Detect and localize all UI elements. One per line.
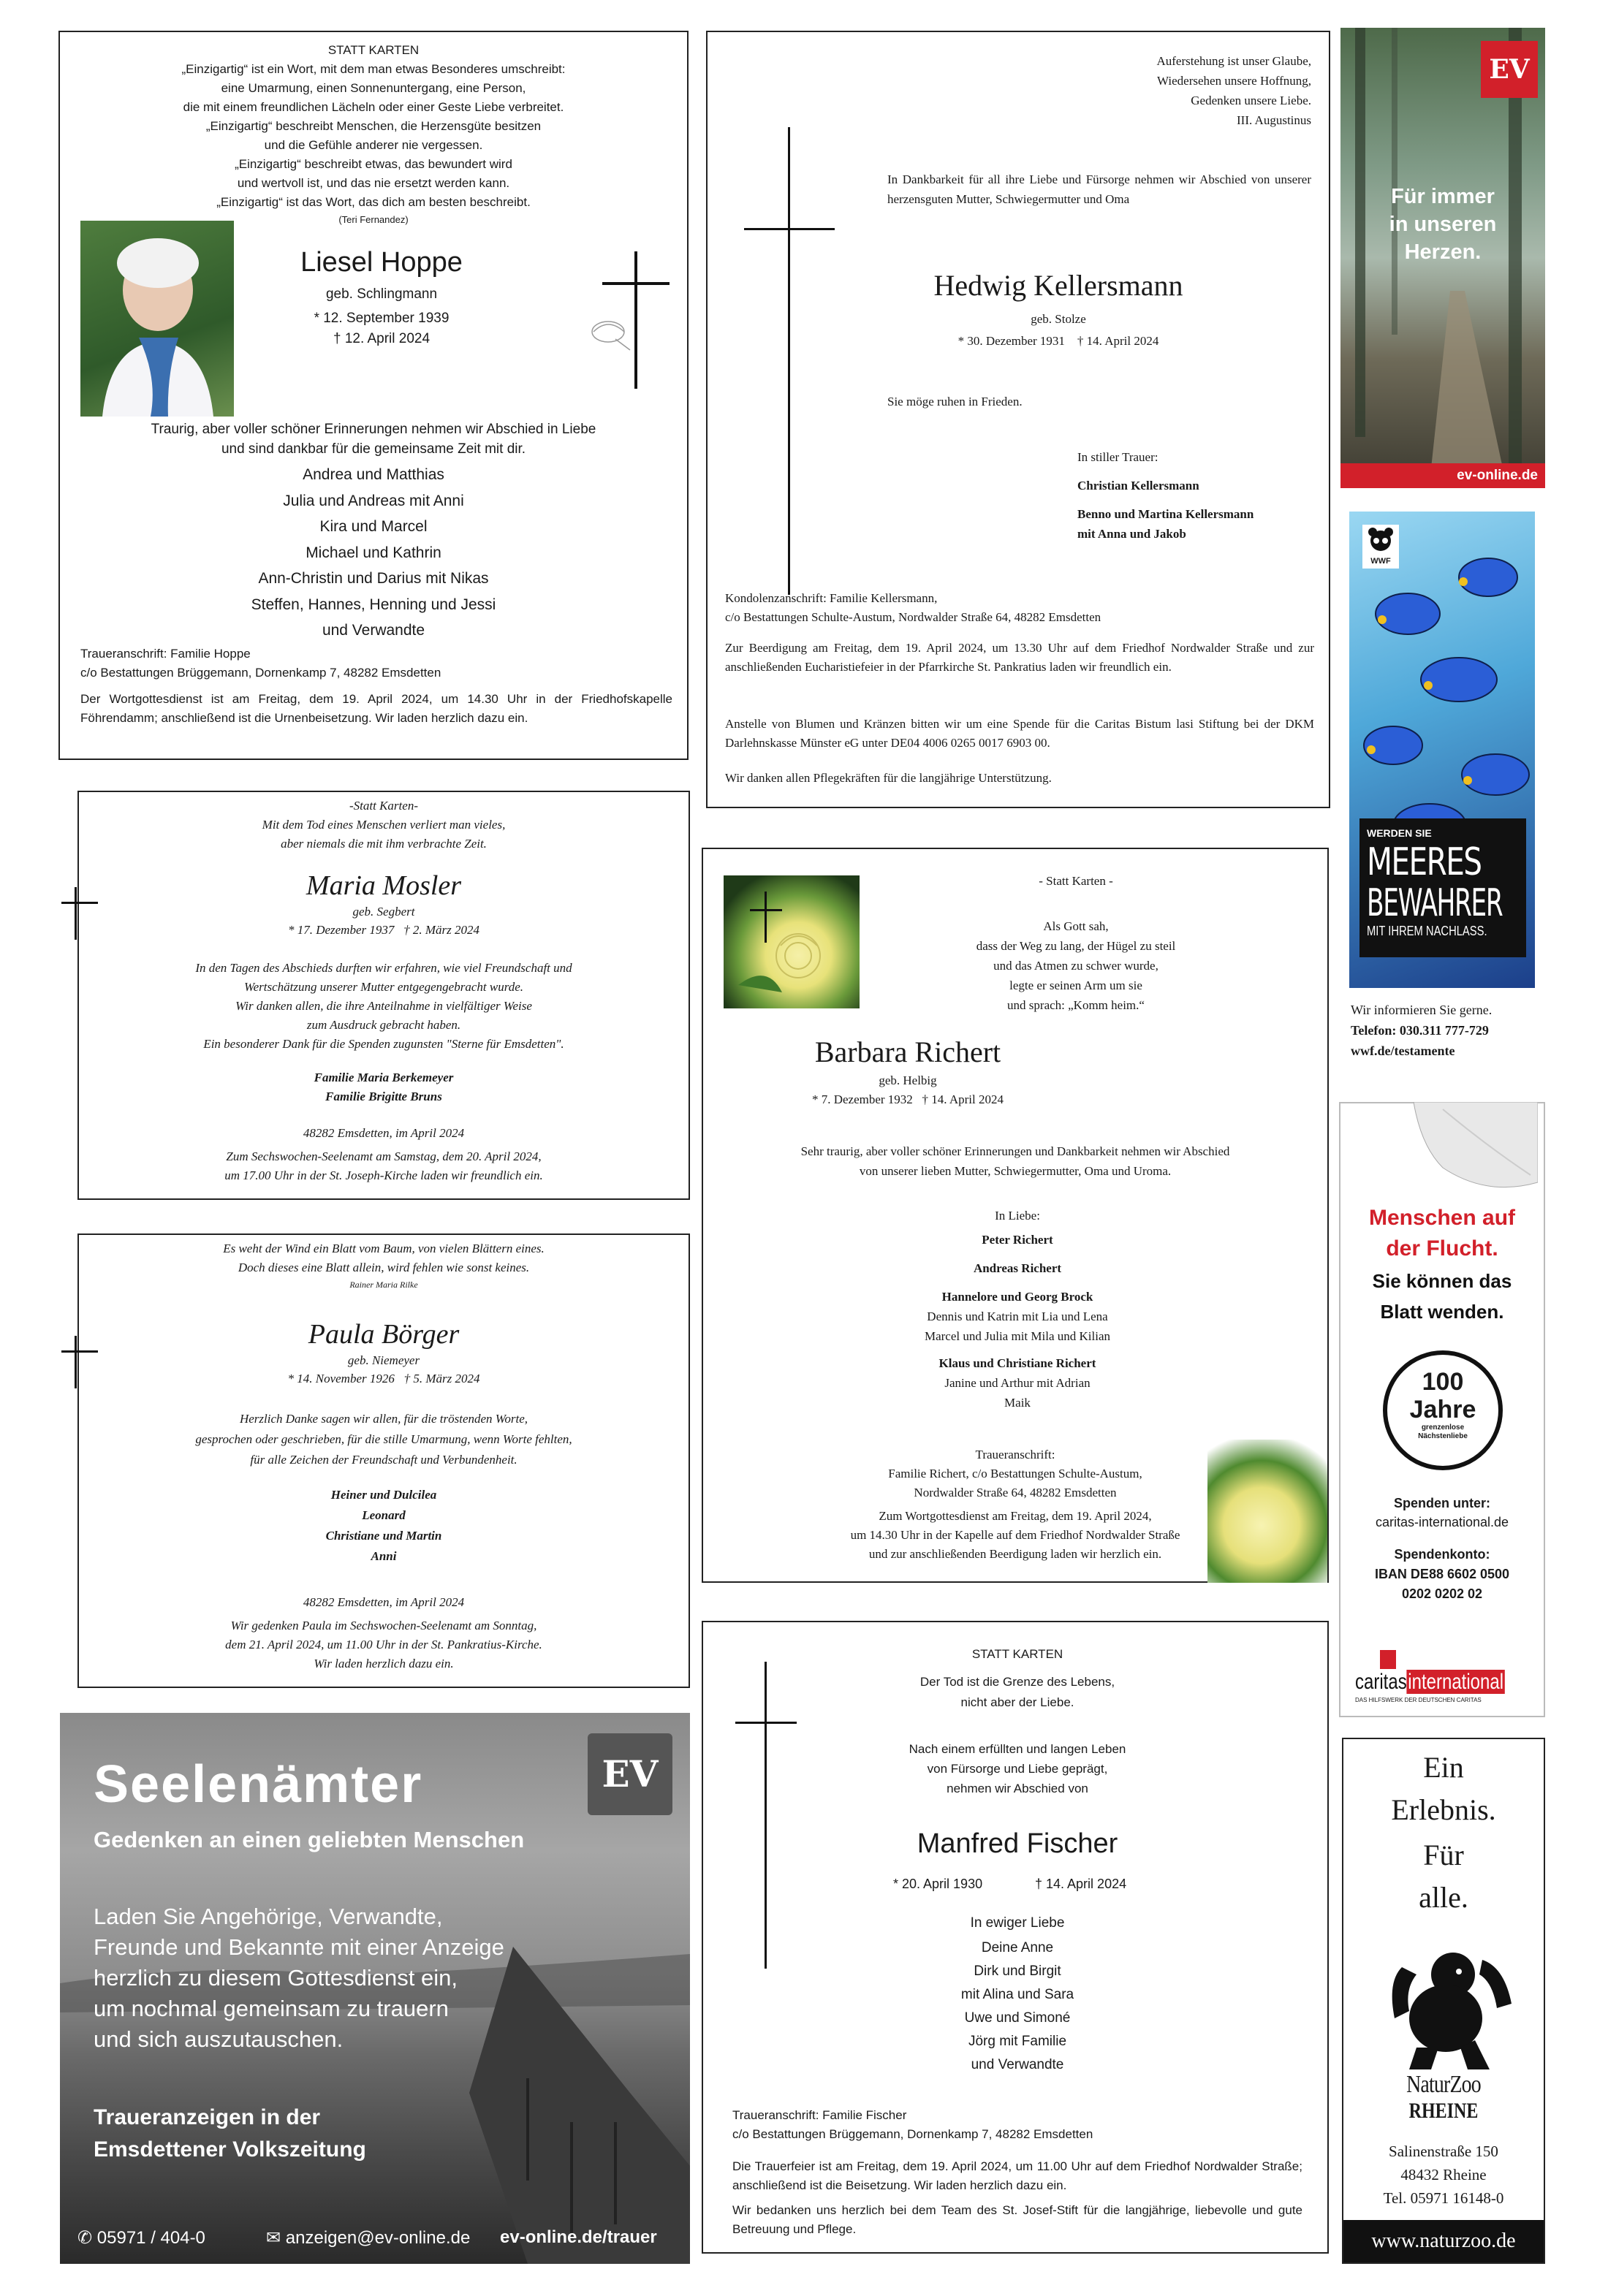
website-link[interactable]: wwf.de/testamente	[1351, 1044, 1455, 1058]
zoo-logo-city: RHEINE	[1408, 2099, 1479, 2123]
intro-line: Sehr traurig, aber voller schöner Erinnerungen und Dankbarkeit nehmen wir Abschied	[800, 1144, 1230, 1158]
thanks-text: Wir danken allen Pflegekräften für die langjährige Unterstützung.	[725, 771, 1052, 785]
headline-line: MEERES	[1367, 840, 1482, 884]
heading: -Statt Karten-	[349, 799, 418, 813]
body-line: Laden Sie Angehörige, Verwandte,	[94, 1904, 443, 1929]
mourner: Steffen, Hannes, Henning und Jessi	[251, 596, 496, 613]
rose-image	[724, 875, 860, 1008]
monkey-icon	[1373, 1938, 1519, 2069]
mourner: Dirk und Birgit	[974, 1964, 1061, 1979]
ev-logo: EV	[588, 1733, 672, 1815]
text-line: zum Ausdruck gebracht haben.	[306, 1018, 461, 1032]
headline-line: BEWAHRER	[1367, 881, 1503, 925]
family: Heiner und Dulcilea	[330, 1488, 437, 1502]
leaf-icon	[1399, 1102, 1538, 1197]
rest-text: Sie möge ruhen in Frieden.	[887, 395, 1023, 408]
text-line: Wir danken allen, die ihre Anteilnahme in vielfältiger Weise	[235, 999, 532, 1013]
slogan-line: Erlebnis.	[1391, 1793, 1496, 1826]
deceased-name: Liesel Hoppe	[300, 247, 463, 278]
dates: * 17. Dezember 1937 † 2. März 2024	[287, 923, 480, 937]
text-line: gesprochen oder geschrieben, für die stille Umarmung, wenn Worte fehlten,	[195, 1432, 572, 1446]
slogan-line: Herzen.	[1404, 240, 1482, 264]
born-name: geb. Helbig	[879, 1073, 937, 1087]
obituary-hedwig-kellersmann	[706, 31, 1330, 808]
family: Leonard	[362, 1508, 406, 1522]
service-text: Die Trauerfeier ist am Freitag, dem 19. April 2024, um 11.00 Uhr auf dem Friedhof Nordwalder Straße; anschließend ist die Beisetzung. Wir laden herzlich dazu ein.	[732, 2159, 1302, 2192]
email-icon: ✉	[266, 2228, 281, 2248]
poem-line: und wertvoll ist, und das nie ersetzt werden kann.	[237, 176, 510, 190]
mourner: und Verwandte	[971, 2057, 1064, 2072]
caritas-logo: caritas	[1355, 1670, 1407, 1694]
family: Christiane und Martin	[325, 1529, 442, 1543]
phone[interactable]: 05971 / 404-0	[96, 2228, 205, 2248]
death-date: † 14. April 2024	[1035, 1877, 1127, 1891]
address-line: Nordwalder Straße 64, 48282 Emsdetten	[914, 1486, 1117, 1499]
place-date: 48282 Emsdetten, im April 2024	[303, 1126, 465, 1140]
mourner: Andrea und Matthias	[303, 466, 444, 483]
flower-icon	[586, 310, 637, 357]
headline-line: Menschen auf	[1368, 1206, 1516, 1230]
mourner: Andreas Richert	[973, 1261, 1062, 1275]
love-label: In ewiger Liebe	[970, 1915, 1065, 1931]
quote-line: Es weht der Wind ein Blatt vom Baum, von vielen Blättern eines.	[223, 1242, 545, 1255]
mourner: und Verwandte	[322, 622, 425, 639]
obituary-maria-mosler	[77, 791, 690, 1200]
text-line: Herzlich Danke sagen wir allen, für die tröstenden Worte,	[239, 1412, 528, 1426]
slogan-line: in unseren	[1389, 213, 1497, 236]
quote-line: Der Tod ist die Grenze des Lebens,	[919, 1675, 1115, 1689]
address-line: c/o Bestattungen Brüggemann, Dornenkamp 7, 48282 Emsdetten	[732, 2127, 1093, 2141]
naturzoo-advertisement[interactable]	[1342, 1738, 1545, 2264]
mourner: Uwe und Simoné	[964, 2010, 1071, 2026]
quote-line: Wiedersehen unsere Hoffnung,	[1157, 74, 1311, 88]
service-line: Wir gedenken Paula im Sechswochen-Seelenamt am Sonntag,	[230, 1619, 537, 1632]
service-line: Zum Sechswochen-Seelenamt am Samstag, dem 20. April 2024,	[226, 1149, 542, 1163]
email-link[interactable]: anzeigen@ev-online.de	[285, 2228, 471, 2248]
intro-line: Traurig, aber voller schöner Erinnerungen nehmen wir Abschied in Liebe	[151, 422, 596, 437]
poem-line: „Einzigartig“ beschreibt Menschen, die Herzensgüte besitzen	[205, 119, 542, 133]
deceased-name: Paula Börger	[308, 1319, 460, 1350]
intro-line: von Fürsorge und Liebe geprägt,	[927, 1762, 1108, 1776]
mourn-label: In stiller Trauer:	[1077, 450, 1158, 464]
mourner: mit Alina und Sara	[960, 1987, 1074, 2002]
caritas-advertisement[interactable]	[1339, 1102, 1545, 1717]
mourner: Deine Anne	[981, 1940, 1054, 1955]
poem-line: „Einzigartig“ ist das Wort, das dich am besten beschreibt.	[216, 195, 531, 209]
obituary-manfred-fischer	[702, 1621, 1329, 2254]
mourner: Klaus und Christiane Richert	[938, 1356, 1096, 1370]
obituary-paula-boerger	[77, 1233, 690, 1688]
body-line: und sich auszutauschen.	[94, 2026, 344, 2052]
family: Familie Maria Berkemeyer	[314, 1071, 454, 1084]
address-line: Salinenstraße 150	[1389, 2143, 1498, 2160]
body-line: um nochmal gemeinsam zu trauern	[94, 1996, 449, 2021]
mourner: Hannelore und Georg Brock	[941, 1290, 1093, 1304]
born-name: geb. Niemeyer	[347, 1353, 420, 1367]
100-years-badge: 100 Jahre grenzenlose Nächstenliebe	[1383, 1350, 1503, 1470]
donation-text: Anstelle von Blumen und Kränzen bitten wir um eine Spende für die Caritas Bistum lasi Stiftung bei der DKM Darlehnskasse Münster eG unter DE04 4006 0265 0017 6903 00.	[725, 717, 1314, 750]
rose-image	[1207, 1440, 1327, 1583]
ad-title: Seelenämter	[94, 1755, 423, 1814]
mourner: Kira und Marcel	[319, 518, 428, 535]
text-line: In den Tagen des Abschieds durften wir erfahren, wie viel Freundschaft und	[195, 961, 572, 975]
intro-line: und sind dankbar für die gemeinsame Zeit mit dir.	[221, 441, 526, 457]
account-label: Spendenkonto:	[1394, 1547, 1490, 1562]
intro-text: In Dankbarkeit für all ihre Liebe und Fürsorge nehmen wir Abschied von unserer herzensguten Mutter, Schwiegermutter und Oma	[887, 172, 1311, 206]
love-label: In Liebe:	[995, 1209, 1040, 1223]
deceased-name: Hedwig Kellersmann	[933, 269, 1183, 302]
address-line: c/o Bestattungen Schulte-Austum, Nordwalder Straße 64, 48282 Emsdetten	[725, 610, 1101, 624]
poem-line: „Einzigartig“ beschreibt etwas, das bewundert wird	[235, 157, 512, 171]
heading: STATT KARTEN	[327, 43, 420, 57]
quote-author: Rainer Maria Rilke	[349, 1280, 418, 1290]
dates: * 7. Dezember 1932 † 14. April 2024	[811, 1092, 1004, 1106]
address-line: Traueranschrift:	[975, 1448, 1055, 1461]
service-text: Zur Beerdigung am Freitag, dem 19. April 2024, um 13.30 Uhr auf dem Friedhof Nordwalder Straße und zur anschließenden Eucharistiefeier in der Pfarrkirche St. Pankratius laden wir freundlich ein.	[725, 641, 1314, 674]
poem-line: Als Gott sah,	[1043, 919, 1109, 933]
slogan-line: Für	[1423, 1839, 1464, 1871]
poem-line: legte er seinen Arm um sie	[1009, 978, 1142, 992]
caritas-cross-icon	[1380, 1650, 1396, 1669]
quote-line: aber niemals die mit ihm verbrachte Zeit.	[281, 837, 487, 851]
quote-line: Mit dem Tod eines Menschen verliert man vieles,	[262, 818, 506, 832]
text-line: für alle Zeichen der Freundschaft und Verbundenheit.	[250, 1453, 517, 1467]
phone[interactable]: Telefon: 030.311 777-729	[1351, 1023, 1489, 1038]
mourner: mit Anna und Jakob	[1077, 527, 1186, 541]
mourner: Dennis und Katrin mit Lia und Lena	[927, 1309, 1108, 1323]
birth-date: * 12. September 1939	[314, 311, 450, 326]
quote-line: Auferstehung ist unser Glaube,	[1156, 54, 1311, 68]
intro-line: Nach einem erfüllten und langen Leben	[909, 1742, 1126, 1756]
intro-line: von unserer lieben Mutter, Schwiegermutter, Oma und Uroma.	[859, 1164, 1172, 1178]
family: Familie Brigitte Bruns	[325, 1090, 442, 1103]
mourner: Marcel und Julia mit Mila und Kilian	[924, 1329, 1110, 1343]
cta-line: Traueranzeigen in der	[94, 2105, 321, 2129]
caritas-logo-suffix: international	[1408, 1670, 1504, 1694]
place-date: 48282 Emsdetten, im April 2024	[303, 1595, 465, 1609]
mourner: Jörg mit Familie	[968, 2034, 1067, 2049]
poem-line: eine Umarmung, einen Sonnenuntergang, eine Person,	[221, 81, 526, 95]
heading: STATT KARTEN	[971, 1647, 1063, 1661]
address-line: Traueranschrift: Familie Fischer	[732, 2108, 907, 2122]
born-name: geb. Stolze	[1031, 312, 1086, 326]
address-line: Familie Richert, c/o Bestattungen Schulte-Austum,	[888, 1467, 1142, 1480]
slogan-line: Ein	[1423, 1751, 1464, 1784]
mourner: Michael und Kathrin	[306, 544, 441, 561]
service-line: um 17.00 Uhr in der St. Joseph-Kirche laden wir freundlich ein.	[224, 1168, 543, 1182]
text-line: Wertschätzung unserer Mutter entgegengebracht wurde.	[244, 980, 523, 994]
mourner: Christian Kellersmann	[1077, 479, 1199, 493]
sub-headline: MIT IHREM NACHLASS.	[1367, 924, 1487, 938]
slogan-line: Für immer	[1391, 185, 1495, 208]
website-link[interactable]: caritas-international.de	[1375, 1515, 1509, 1529]
birth-date: * 20. April 1930	[893, 1877, 983, 1891]
headline-line: der Flucht.	[1386, 1236, 1498, 1261]
iban: 0202 0202 02	[1401, 1586, 1483, 1601]
wwf-logo-text: WWF	[1370, 557, 1391, 566]
phone[interactable]: Tel. 05971 16148-0	[1383, 2189, 1504, 2207]
body-line: Freunde und Bekannte mit einer Anzeige	[94, 1934, 504, 1960]
service-line: Wir laden herzlich dazu ein.	[314, 1657, 454, 1670]
website-link[interactable]: www.naturzoo.de	[1343, 2220, 1544, 2262]
text-line: Ein besonderer Dank für die Spenden zugunsten "Sterne für Emsdetten".	[203, 1037, 564, 1051]
heading: - Statt Karten -	[1039, 874, 1113, 888]
mourner: Maik	[1004, 1396, 1031, 1410]
intro-line: nehmen wir Abschied von	[947, 1782, 1088, 1795]
death-date: † 12. April 2024	[333, 331, 431, 346]
quote-line: III. Augustinus	[1237, 113, 1311, 127]
wwf-advertisement[interactable]	[1349, 512, 1535, 1064]
donate-label: Spenden unter:	[1393, 1496, 1490, 1510]
service-line: um 14.30 Uhr in der Kapelle auf dem Friedhof Nordwalder Straße	[850, 1528, 1180, 1542]
quote-line: Gedenken unsere Liebe.	[1191, 94, 1311, 107]
deceased-name: Manfred Fischer	[917, 1828, 1118, 1859]
poem-line: und sprach: „Komm heim.“	[1007, 998, 1145, 1012]
ev-url[interactable]: ev-online.de	[1340, 463, 1545, 488]
mourner: Janine und Arthur mit Adrian	[944, 1376, 1091, 1390]
family: Anni	[371, 1549, 397, 1563]
iban: IBAN DE88 6602 0500	[1374, 1567, 1510, 1581]
phone-icon: ✆	[77, 2228, 93, 2248]
address-line: c/o Bestattungen Brüggemann, Dornenkamp 7, 48282 Emsdetten	[80, 666, 441, 680]
caritas-logo-sub: DAS HILFSWERK DER DEUTSCHEN CARITAS	[1355, 1697, 1482, 1703]
service-line: dem 21. April 2024, um 11.00 Uhr in der St. Pankratius-Kirche.	[225, 1638, 542, 1651]
quote-line: Doch dieses eine Blatt allein, wird fehlen wie sonst keines.	[238, 1261, 530, 1274]
poem-line: die mit einem freundlichen Lächeln oder einer Geste Liebe verbreitet.	[183, 100, 564, 114]
obituary-barbara-richert	[702, 848, 1329, 1583]
slogan-line: alle.	[1419, 1881, 1468, 1914]
dates: * 30. Dezember 1931 † 14. April 2024	[957, 334, 1159, 348]
kicker: WERDEN SIE	[1367, 827, 1432, 839]
wwf-logo-icon	[1362, 525, 1399, 569]
deceased-name: Barbara Richert	[814, 1035, 1001, 1068]
obituary-liesel-hoppe	[58, 31, 689, 760]
address-line: Kondolenzanschrift: Familie Kellersmann,	[725, 591, 938, 605]
thanks-text: Wir bedanken uns herzlich bei dem Team des St. Josef-Stift für die langjährige, liebevolle und gute Betreuung und Pflege.	[732, 2203, 1302, 2236]
service-line: Zum Wortgottesdienst am Freitag, dem 19. April 2024,	[879, 1509, 1152, 1523]
ev-logo: EV	[1481, 41, 1538, 98]
website-link[interactable]: ev-online.de/trauer	[500, 2227, 657, 2247]
seelenaemter-advertisement[interactable]	[60, 1713, 690, 2264]
cta-line: Emsdettener Volkszeitung	[94, 2137, 366, 2162]
portrait-photo	[80, 221, 234, 417]
poem-line: dass der Weg zu lang, der Hügel zu steil	[976, 939, 1176, 953]
body-line: herzlich zu diesem Gottesdienst ein,	[94, 1965, 458, 1991]
ev-advertisement[interactable]	[1340, 28, 1545, 488]
sub-line: Blatt wenden.	[1380, 1301, 1504, 1323]
born-name: geb. Segbert	[352, 905, 415, 919]
poem-line: „Einzigartig“ ist ein Wort, mit dem man etwas Besonderes umschreibt:	[181, 62, 566, 76]
deceased-name: Maria Mosler	[306, 870, 462, 901]
poem-author: (Teri Fernandez)	[338, 214, 409, 225]
service-text: Der Wortgottesdienst ist am Freitag, dem 19. April 2024, um 14.30 Uhr in der Friedhofskapelle Föhrendamm; anschließend ist die Urnenbeisetzung. Wir laden herzlich dazu ein.	[80, 692, 672, 725]
mourner: Peter Richert	[982, 1233, 1053, 1247]
quote-line: nicht aber der Liebe.	[960, 1695, 1074, 1709]
sub-line: Sie können das	[1372, 1270, 1512, 1292]
zoo-logo: NaturZoo	[1406, 2071, 1481, 2098]
mourner: Ann-Christin und Darius mit Nikas	[258, 570, 489, 587]
ad-subtitle: Gedenken an einen geliebten Menschen	[94, 1827, 525, 1852]
info-line: Wir informieren Sie gerne.	[1351, 1003, 1493, 1017]
poem-line: und die Gefühle anderer nie vergessen.	[264, 138, 483, 152]
mourner: Julia und Andreas mit Anni	[283, 492, 464, 509]
address-line: Traueranschrift: Familie Hoppe	[80, 647, 251, 661]
born-name: geb. Schlingmann	[325, 286, 438, 302]
address-line: 48432 Rheine	[1400, 2166, 1487, 2183]
poem-line: und das Atmen zu schwer wurde,	[993, 959, 1158, 973]
dates: * 14. November 1926 † 5. März 2024	[287, 1372, 480, 1385]
service-line: und zur anschließenden Beerdigung laden wir herzlich ein.	[868, 1547, 1162, 1561]
mourner: Benno und Martina Kellersmann	[1077, 507, 1254, 521]
